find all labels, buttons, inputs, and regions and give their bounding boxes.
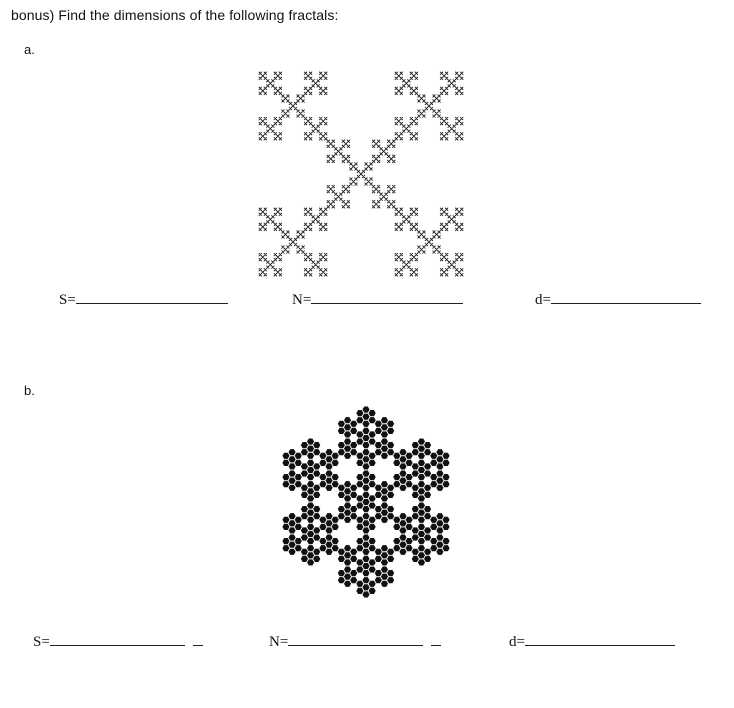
part-b-s-answer-line[interactable]	[50, 644, 185, 646]
page-title: bonus) Find the dimensions of the following fractals:	[11, 7, 339, 23]
part-a-s-field	[59, 292, 228, 309]
part-a-d-label: d=	[535, 292, 551, 308]
part-a-s-answer-line[interactable]	[76, 302, 228, 304]
part-a-n-label: N=	[292, 292, 312, 308]
part-a-n-answer-line[interactable]	[311, 302, 463, 304]
part-b-n-label: N=	[269, 634, 289, 650]
part-a-label: a.	[24, 42, 35, 57]
part-b-d-field	[509, 634, 675, 651]
part-b-s-field	[33, 634, 203, 651]
part-a-n-field	[292, 292, 463, 309]
part-b-d-answer-line[interactable]	[525, 644, 675, 646]
part-b-n-field	[269, 634, 441, 651]
part-b-n-answer-line[interactable]	[288, 644, 423, 646]
part-b-n-dash	[431, 644, 441, 646]
part-b-s-dash	[193, 644, 203, 646]
snowflake-fractal-figure	[266, 402, 466, 602]
x-fractal-figure	[257, 70, 465, 278]
part-a-d-field	[535, 292, 701, 309]
part-b-label: b.	[24, 383, 35, 398]
part-a-d-answer-line[interactable]	[551, 302, 701, 304]
part-b-s-label: S=	[33, 634, 50, 650]
part-b-d-label: d=	[509, 634, 525, 650]
part-a-s-label: S=	[59, 292, 76, 308]
